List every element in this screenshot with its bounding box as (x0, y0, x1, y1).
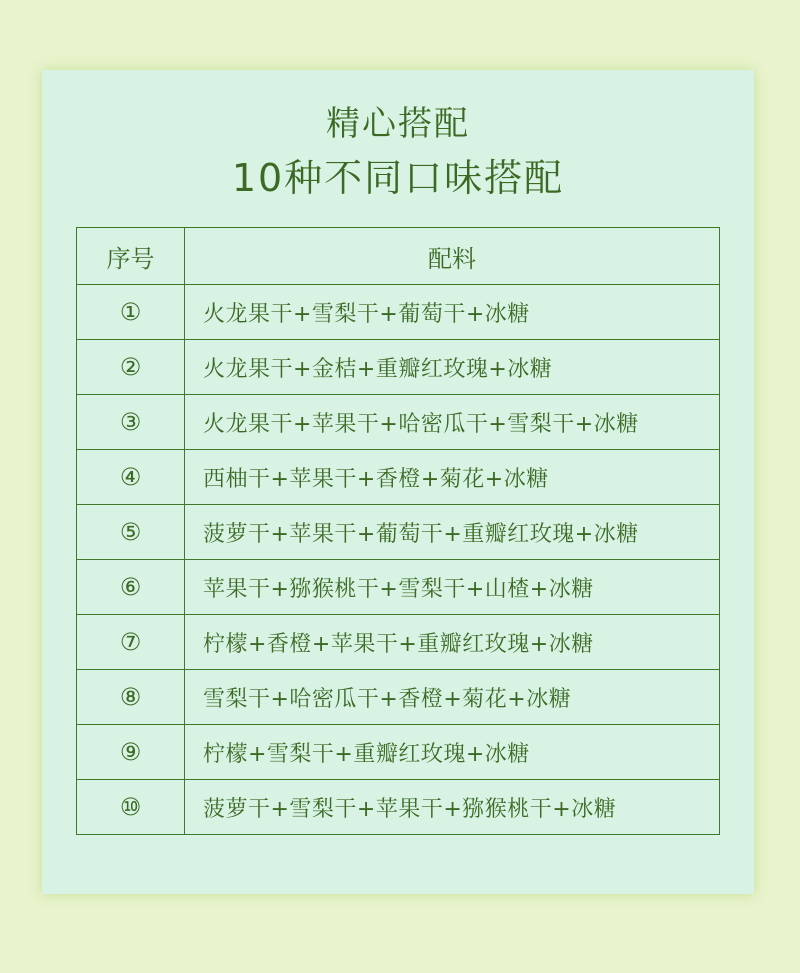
row-number: ③ (77, 395, 185, 450)
table-row (77, 285, 720, 340)
row-number: ② (77, 340, 185, 395)
row-number: ⑥ (77, 560, 185, 615)
row-ingredients: 柠檬+香橙+苹果干+重瓣红玫瑰+冰糖 (185, 615, 720, 670)
table-row (77, 450, 720, 505)
row-ingredients: 柠檬+雪梨干+重瓣红玫瑰+冰糖 (185, 725, 720, 780)
table-header-row (77, 228, 720, 285)
table-row (77, 395, 720, 450)
table-row (77, 560, 720, 615)
table-row (77, 725, 720, 780)
recipe-table (76, 227, 720, 835)
row-ingredients: 苹果干+猕猴桃干+雪梨干+山楂+冰糖 (185, 560, 720, 615)
row-number: ① (77, 285, 185, 340)
page-title: 精心搭配 (326, 104, 470, 144)
row-ingredients: 火龙果干+苹果干+哈密瓜干+雪梨干+冰糖 (185, 395, 720, 450)
row-ingredients: 菠萝干+雪梨干+苹果干+猕猴桃干+冰糖 (185, 780, 720, 835)
table-row (77, 505, 720, 560)
row-ingredients: 西柚干+苹果干+香橙+菊花+冰糖 (185, 450, 720, 505)
row-ingredients: 火龙果干+金桔+重瓣红玫瑰+冰糖 (185, 340, 720, 395)
column-header-number: 序号 (77, 228, 185, 285)
page-subtitle: 10种不同口味搭配 (231, 156, 565, 200)
table-row (77, 670, 720, 725)
row-ingredients: 火龙果干+雪梨干+葡萄干+冰糖 (185, 285, 720, 340)
row-ingredients: 菠萝干+苹果干+葡萄干+重瓣红玫瑰+冰糖 (185, 505, 720, 560)
table-row (77, 615, 720, 670)
table-row (77, 340, 720, 395)
row-number: ⑨ (77, 725, 185, 780)
row-number: ⑤ (77, 505, 185, 560)
column-header-ingredients: 配料 (185, 228, 720, 285)
row-number: ⑩ (77, 780, 185, 835)
recipe-card (42, 70, 754, 894)
row-number: ⑧ (77, 670, 185, 725)
row-ingredients: 雪梨干+哈密瓜干+香橙+菊花+冰糖 (185, 670, 720, 725)
row-number: ④ (77, 450, 185, 505)
row-number: ⑦ (77, 615, 185, 670)
table-row (77, 780, 720, 835)
